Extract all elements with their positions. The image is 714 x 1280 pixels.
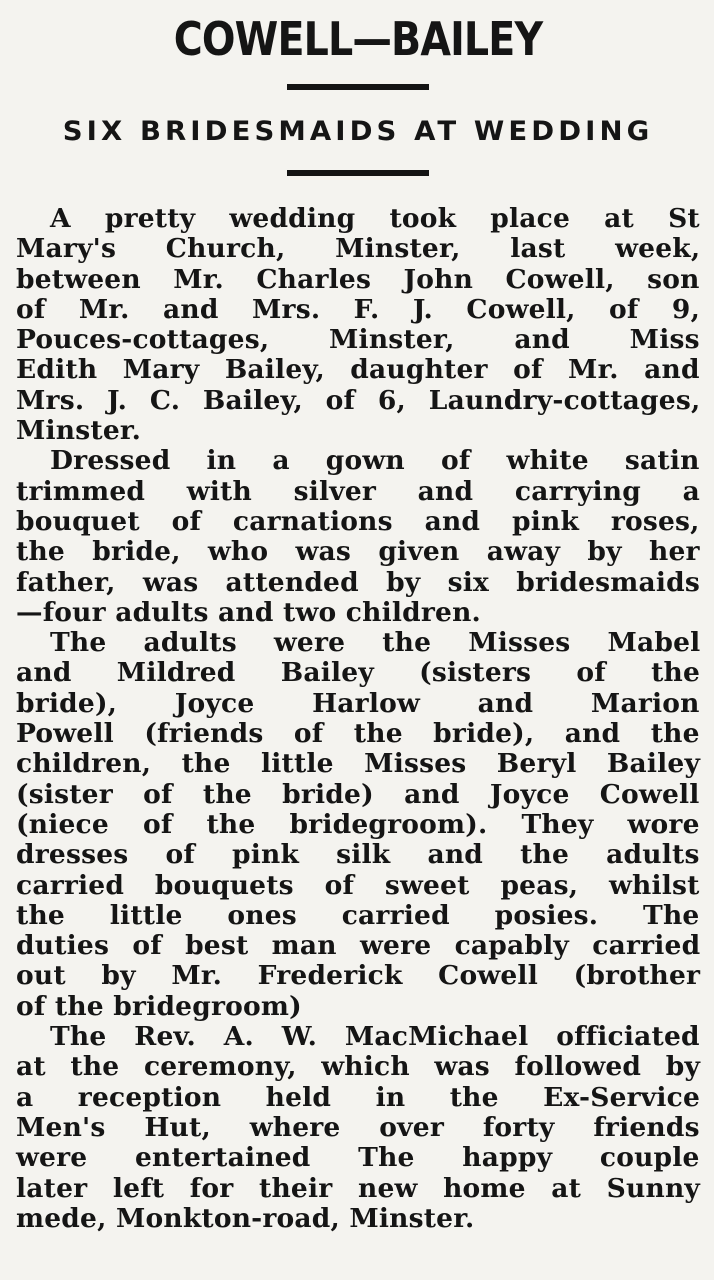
- article-line: The adults were the Misses Mabel: [50, 627, 701, 659]
- article-line: Edith Mary Bailey, daughter of Mr. and: [16, 354, 700, 386]
- article-line: of Mr. and Mrs. F. J. Cowell, of 9,: [16, 293, 700, 325]
- article-line: (niece of the bridegroom). They wore: [16, 808, 700, 840]
- paragraph-2: [16, 446, 700, 628]
- article-line: and Mildred Bailey (sisters of the: [16, 657, 701, 689]
- article-line: out by Mr. Frederick Cowell (brother: [16, 960, 701, 992]
- subheadline: SIX BRIDESMAIDS AT WEDDING: [62, 116, 654, 147]
- article-line: father, was attended by six bridesmaids: [16, 566, 701, 598]
- headline: COWELL—BAILEY: [173, 12, 543, 66]
- article-line: children, the little Misses Beryl Bailey: [16, 748, 701, 780]
- article-line: carried bouquets of sweet peas, whilst: [16, 869, 700, 901]
- paragraph-1: [16, 204, 700, 446]
- article-line: at the ceremony, which was followed by: [16, 1051, 701, 1083]
- article-line: between Mr. Charles John Cowell, son: [16, 263, 700, 295]
- article-line: the bride, who was given away by her: [16, 536, 700, 568]
- article-line: Men's Hut, where over forty friends: [16, 1111, 700, 1143]
- article-line: (sister of the bride) and Joyce Cowell: [16, 778, 700, 810]
- article-line: bouquet of carnations and pink roses,: [16, 505, 700, 537]
- article-line: Dressed in a gown of white satin: [50, 445, 700, 477]
- article-line: Mary's Church, Minster, last week,: [16, 233, 701, 265]
- article-body: [16, 204, 700, 1234]
- article-line: duties of best man were capably carried: [16, 930, 701, 962]
- headline-rule: [287, 84, 429, 90]
- article-line: A pretty wedding took place at St: [50, 203, 700, 234]
- article-line: the little ones carried posies. The: [16, 899, 700, 931]
- article-line: later left for their new home at Sunny: [16, 1172, 701, 1204]
- article-line: Pouces-cottages, Minster, and Miss: [16, 324, 700, 356]
- article-line: of the bridegroom): [16, 990, 302, 1022]
- paragraph-3: [16, 628, 700, 1022]
- article-line: Mrs. J. C. Bailey, of 6, Laundry-cottages,: [16, 384, 701, 416]
- article-line: a reception held in the Ex-Service: [16, 1081, 701, 1113]
- article-line: dresses of pink silk and the adults: [16, 839, 700, 871]
- article-line: Powell (friends of the bride), and the: [16, 718, 700, 750]
- article-line: The Rev. A. W. MacMichael officiated: [50, 1021, 700, 1053]
- article-line: bride), Joyce Harlow and Marion: [16, 687, 700, 719]
- article-line: mede, Monkton-road, Minster.: [16, 1202, 475, 1234]
- subheadline-rule: [287, 170, 429, 176]
- paragraph-4: [16, 1022, 700, 1234]
- article-line: Minster.: [16, 415, 142, 447]
- article-line: trimmed with silver and carrying a: [16, 475, 700, 507]
- article-line: —four adults and two children.: [16, 596, 481, 628]
- article-line: were entertained The happy couple: [16, 1142, 700, 1174]
